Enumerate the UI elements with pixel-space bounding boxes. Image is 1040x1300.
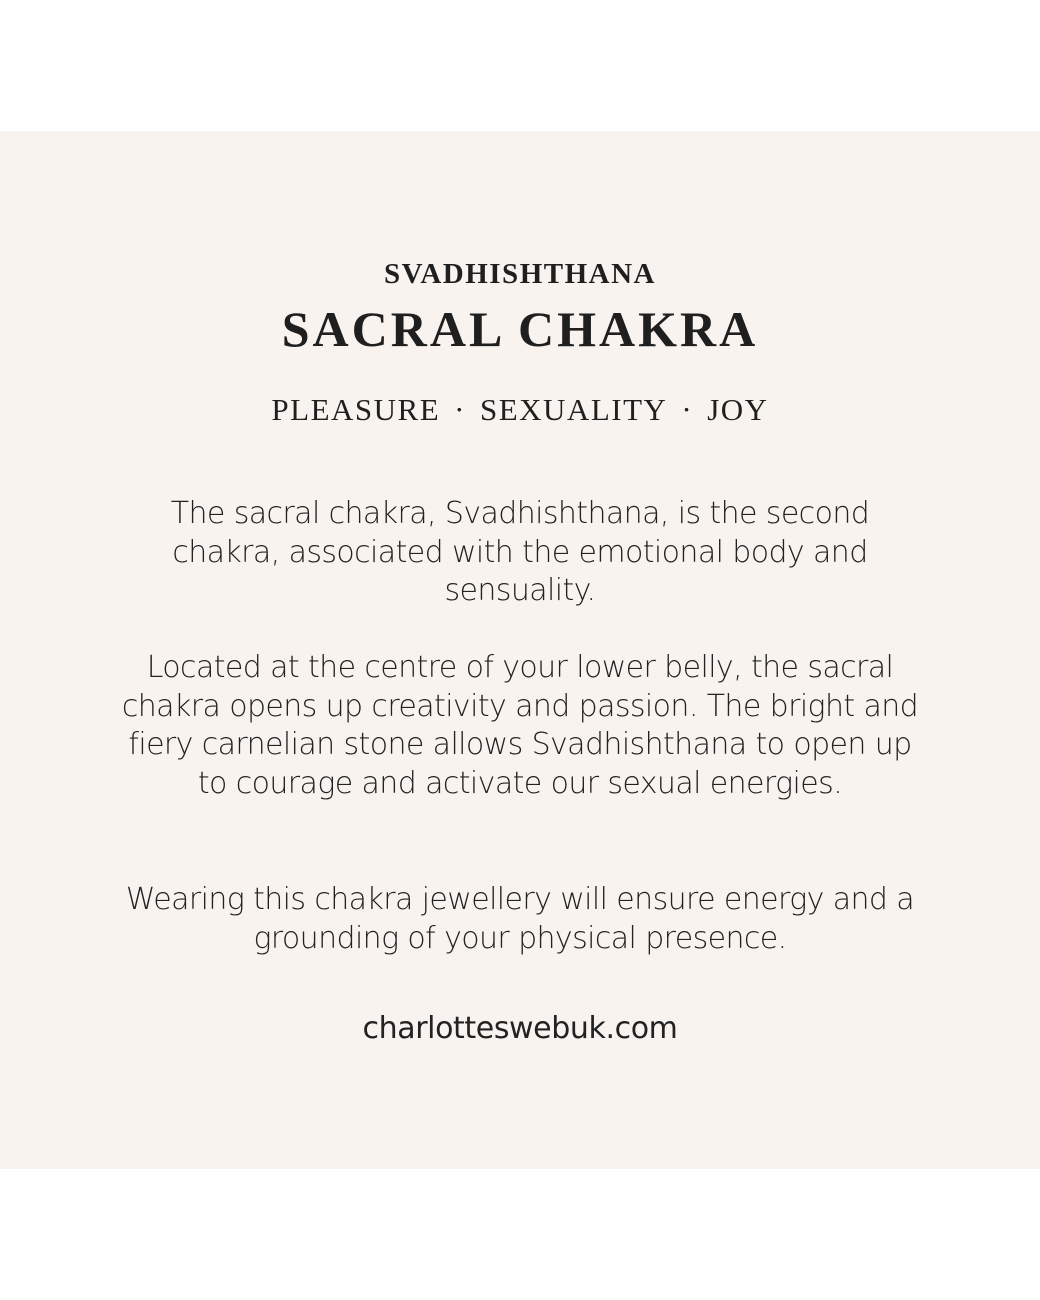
keyword-separator: · [681, 392, 694, 427]
chakra-title: SACRAL CHAKRA [281, 301, 759, 357]
keyword-separator: · [454, 392, 466, 427]
description-paragraph-3: Wearing this chakra jewellery will ensure energy and a grounding of your physical presence. [125, 882, 915, 956]
keyword-joy: JOY [707, 392, 769, 427]
description-paragraph-1: The sacral chakra, Svadhishthana, is the second chakra, associated with the emotional body and sensuality. [170, 496, 870, 608]
chakra-sanskrit-name: SVADHISHTHANA [384, 258, 656, 290]
description-paragraph-2: Located at the centre of your lower belly, the sacral chakra opens up creativity and passion. The bright and fiery carnelian stone allows Svadhishthana to open up to courage and activate our sexual energies. [121, 650, 919, 801]
website-url: charlotteswebuk.com [362, 1011, 678, 1046]
keyword-pleasure: PLEASURE [271, 392, 441, 427]
keyword-sexuality: SEXUALITY [479, 392, 668, 427]
chakra-keywords [0, 391, 1040, 429]
chakra-info-card [0, 131, 1040, 1169]
